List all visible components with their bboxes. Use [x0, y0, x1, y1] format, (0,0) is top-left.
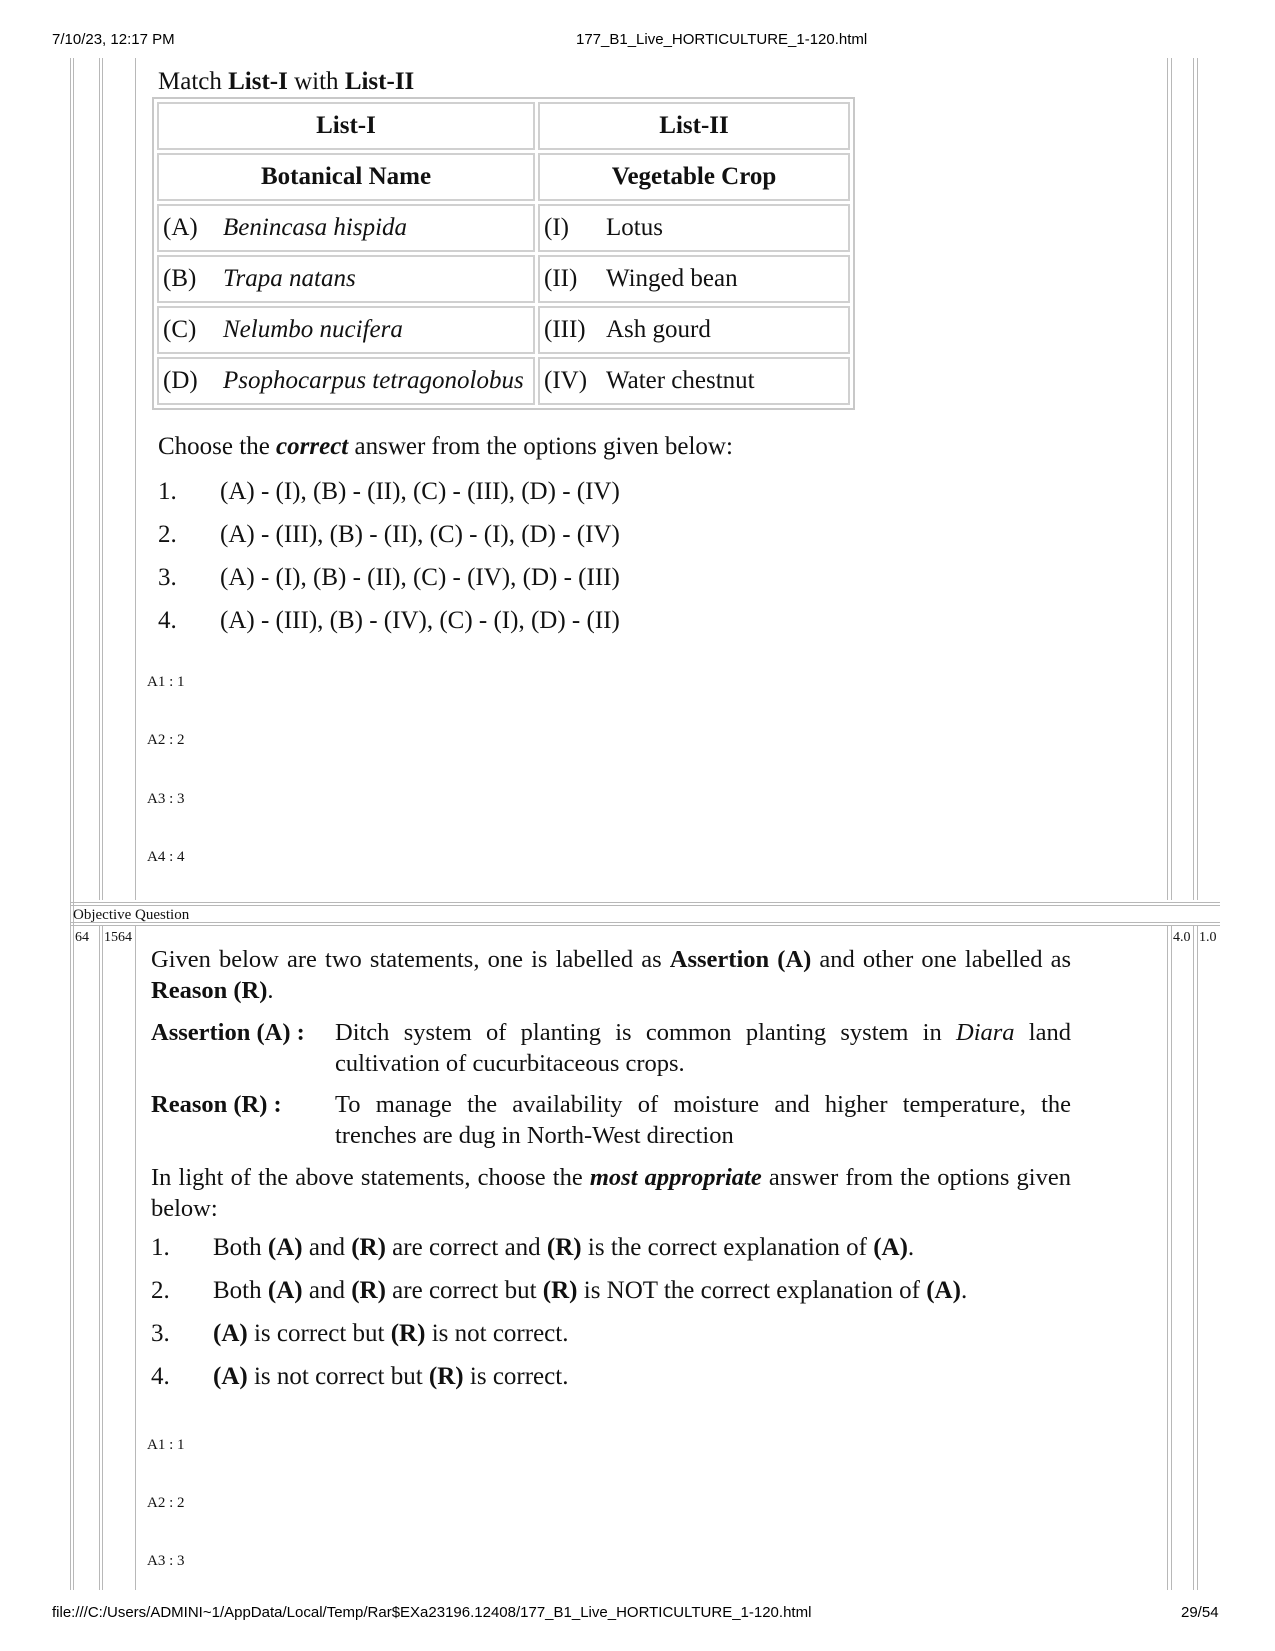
q64-answer: A3 : 3 — [147, 1553, 185, 1569]
crop-cell: (II) Winged bean — [538, 255, 850, 303]
table-row — [157, 204, 850, 252]
q63-answer: A4 : 4 — [147, 849, 185, 865]
section-label: Objective Question — [73, 907, 190, 923]
table-row — [157, 357, 850, 405]
print-page-number: 29/54 — [1181, 1604, 1219, 1621]
q64-id: 1564 — [104, 930, 132, 945]
print-datetime: 7/10/23, 12:17 PM — [52, 31, 175, 48]
q63-option: 4. (A) - (III), (B) - (IV), (C) - (I), (D) - (II) — [158, 607, 620, 634]
list2-header: List-II — [538, 102, 850, 150]
q64-option: 4. (A) is not correct but (R) is correct. — [151, 1363, 569, 1390]
q63-option: 3. (A) - (I), (B) - (II), (C) - (IV), (D) - (III) — [158, 564, 620, 591]
crop-cell: (III) Ash gourd — [538, 306, 850, 354]
botanical-cell: (A) Benincasa hispida — [157, 204, 535, 252]
match-table — [152, 97, 855, 410]
botanical-cell: (B) Trapa natans — [157, 255, 535, 303]
q64-answer: A1 : 1 — [147, 1437, 185, 1453]
assertion-label: Assertion (A) : — [151, 1019, 305, 1046]
botanical-cell: (D) Psophocarpus tetragonolobus — [157, 357, 535, 405]
crop-cell: (IV) Water chestnut — [538, 357, 850, 405]
reason-text: To manage the availability of moisture and higher temperature, the trenches are dug in North-West direction — [335, 1091, 1071, 1149]
assertion-text: Ditch system of planting is common planting system in Diara land cultivation of cucurbitaceous crops. — [335, 1019, 1071, 1077]
q64-answer: A2 : 2 — [147, 1495, 185, 1511]
assertion-row — [151, 1017, 1071, 1079]
list1-header: List-I — [157, 102, 535, 150]
q63-answer: A2 : 2 — [147, 732, 185, 748]
table-row — [157, 255, 850, 303]
q64-negative-marks: 1.0 — [1199, 930, 1217, 945]
q63-choose-text: Choose the correct answer from the options given below: — [158, 433, 733, 460]
q64-instruction: In light of the above statements, choose the most appropriate answer from the options given below: — [151, 1164, 1071, 1222]
q64-serial: 64 — [75, 930, 89, 945]
q63-intro: Match List-I with List-II — [158, 68, 415, 95]
reason-row — [151, 1089, 1071, 1151]
reason-label: Reason (R) : — [151, 1091, 282, 1118]
q64-option: 3. (A) is correct but (R) is not correct. — [151, 1320, 569, 1347]
table-subheader-row — [157, 153, 850, 201]
q64-option: 1. Both (A) and (R) are correct and (R) is the correct explanation of (A). — [151, 1234, 915, 1261]
q64-intro: Given below are two statements, one is labelled as Assertion (A) and other one labelled as Reason (R). — [151, 946, 1071, 1004]
botanical-name-header: Botanical Name — [157, 153, 535, 201]
print-title: 177_B1_Live_HORTICULTURE_1-120.html — [576, 31, 868, 48]
q63-option: 1. (A) - (I), (B) - (II), (C) - (III), (D) - (IV) — [158, 478, 620, 505]
q63-answer: A3 : 3 — [147, 791, 185, 807]
q64-marks: 4.0 — [1173, 930, 1191, 945]
q63-option: 2. (A) - (III), (B) - (II), (C) - (I), (D) - (IV) — [158, 521, 620, 548]
print-file-path: file:///C:/Users/ADMINI~1/AppData/Local/Temp/Rar$EXa23196.12408/177_B1_Live_HORTICULTURE_1-120.html — [52, 1604, 812, 1621]
q63-answer: A1 : 1 — [147, 674, 185, 690]
crop-cell: (I) Lotus — [538, 204, 850, 252]
table-row — [157, 306, 850, 354]
table-header-row — [157, 102, 850, 150]
botanical-cell: (C) Nelumbo nucifera — [157, 306, 535, 354]
vegetable-crop-header: Vegetable Crop — [538, 153, 850, 201]
q64-option: 2. Both (A) and (R) are correct but (R) is NOT the correct explanation of (A). — [151, 1277, 968, 1304]
